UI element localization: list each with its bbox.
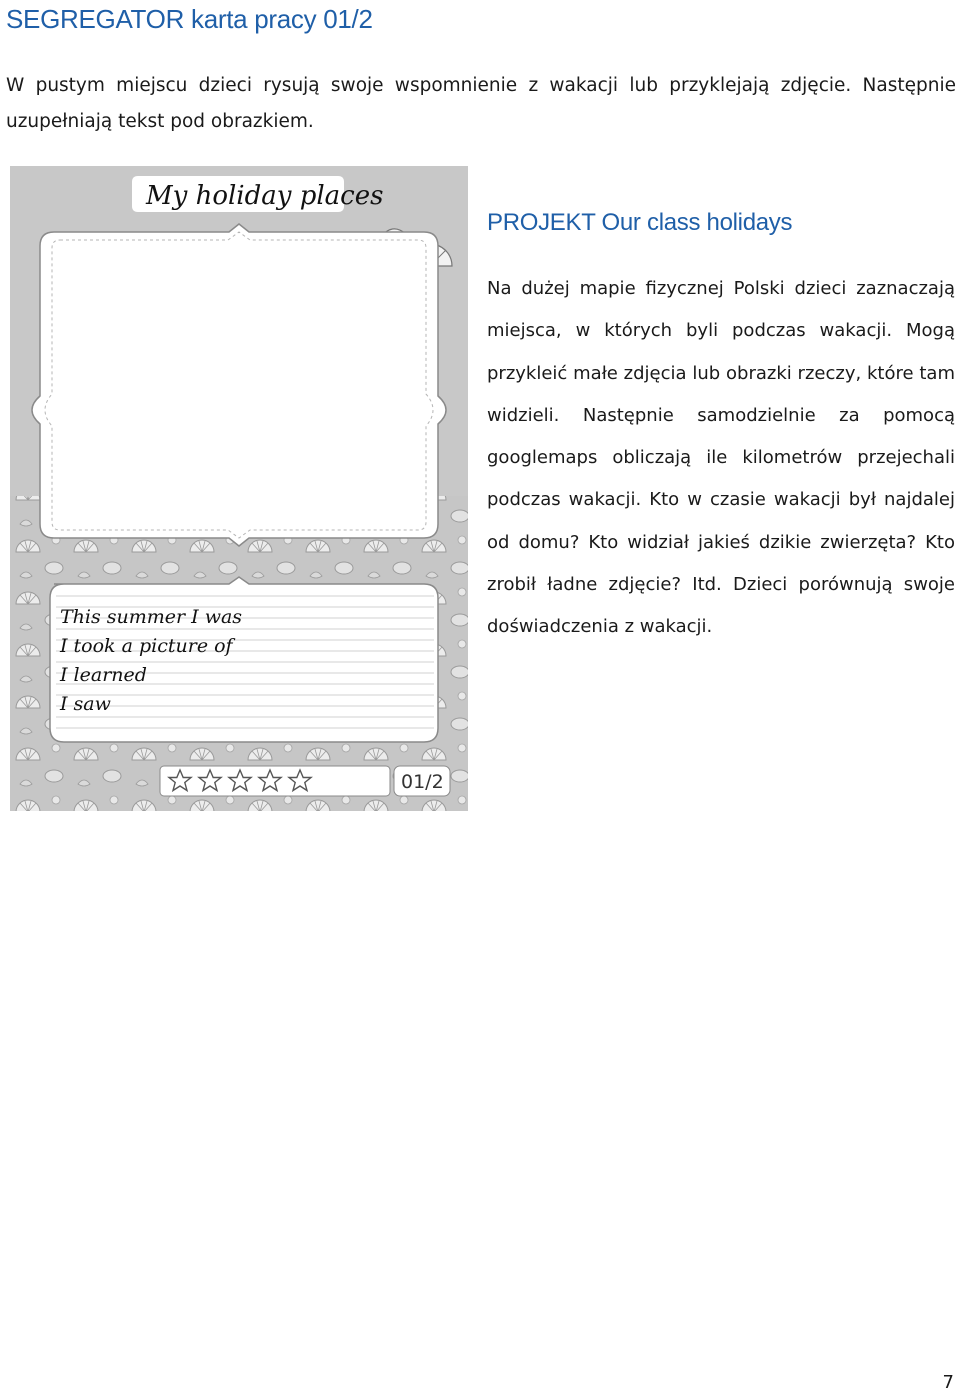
prompt-took-picture: I took a picture of — [60, 635, 233, 657]
project-title: PROJEKT Our class holidays — [487, 209, 793, 236]
writing-area[interactable] — [50, 577, 438, 742]
worksheet-title: My holiday places — [146, 181, 384, 211]
drawing-area[interactable] — [32, 224, 446, 546]
document-title: SEGREGATOR karta pracy 01/2 — [6, 4, 373, 34]
project-description: Na dużej mapie fizycznej Polski dzieci zaznaczają miejsca, w których byli podczas wakacji. Mogą przykleić małe zdjęcia lub obrazki rzeczy, które tam widzieli. Następnie samodzielnie za pomocą googlemaps obliczają ile kilometrów przejechali podczas wakacji. Kto w czasie wakacji był najdalej od domu? Kto widział jakieś dzikie zwierzęta? Kto zrobił ładne zdjęcie? Itd. Dzieci porównują swoje doświadczenia z wakacji. — [487, 278, 955, 638]
worksheet-image — [10, 166, 468, 811]
intro-paragraph: W pustym miejscu dzieci rysują swoje wspomnienie z wakacji lub przyklejają zdjęcie. Następnie uzupełniają tekst pod obrazkiem. — [6, 75, 956, 132]
worksheet-page-label: 01/2 — [401, 771, 444, 793]
prompt-this-summer: This summer I was — [60, 606, 243, 628]
prompt-saw: I saw — [60, 693, 111, 715]
prompt-learned: I learned — [60, 664, 147, 686]
page-number: 7 — [942, 1372, 954, 1393]
worksheet-title-banner — [132, 176, 383, 212]
rating-bar — [160, 766, 450, 796]
project-section — [487, 200, 955, 649]
